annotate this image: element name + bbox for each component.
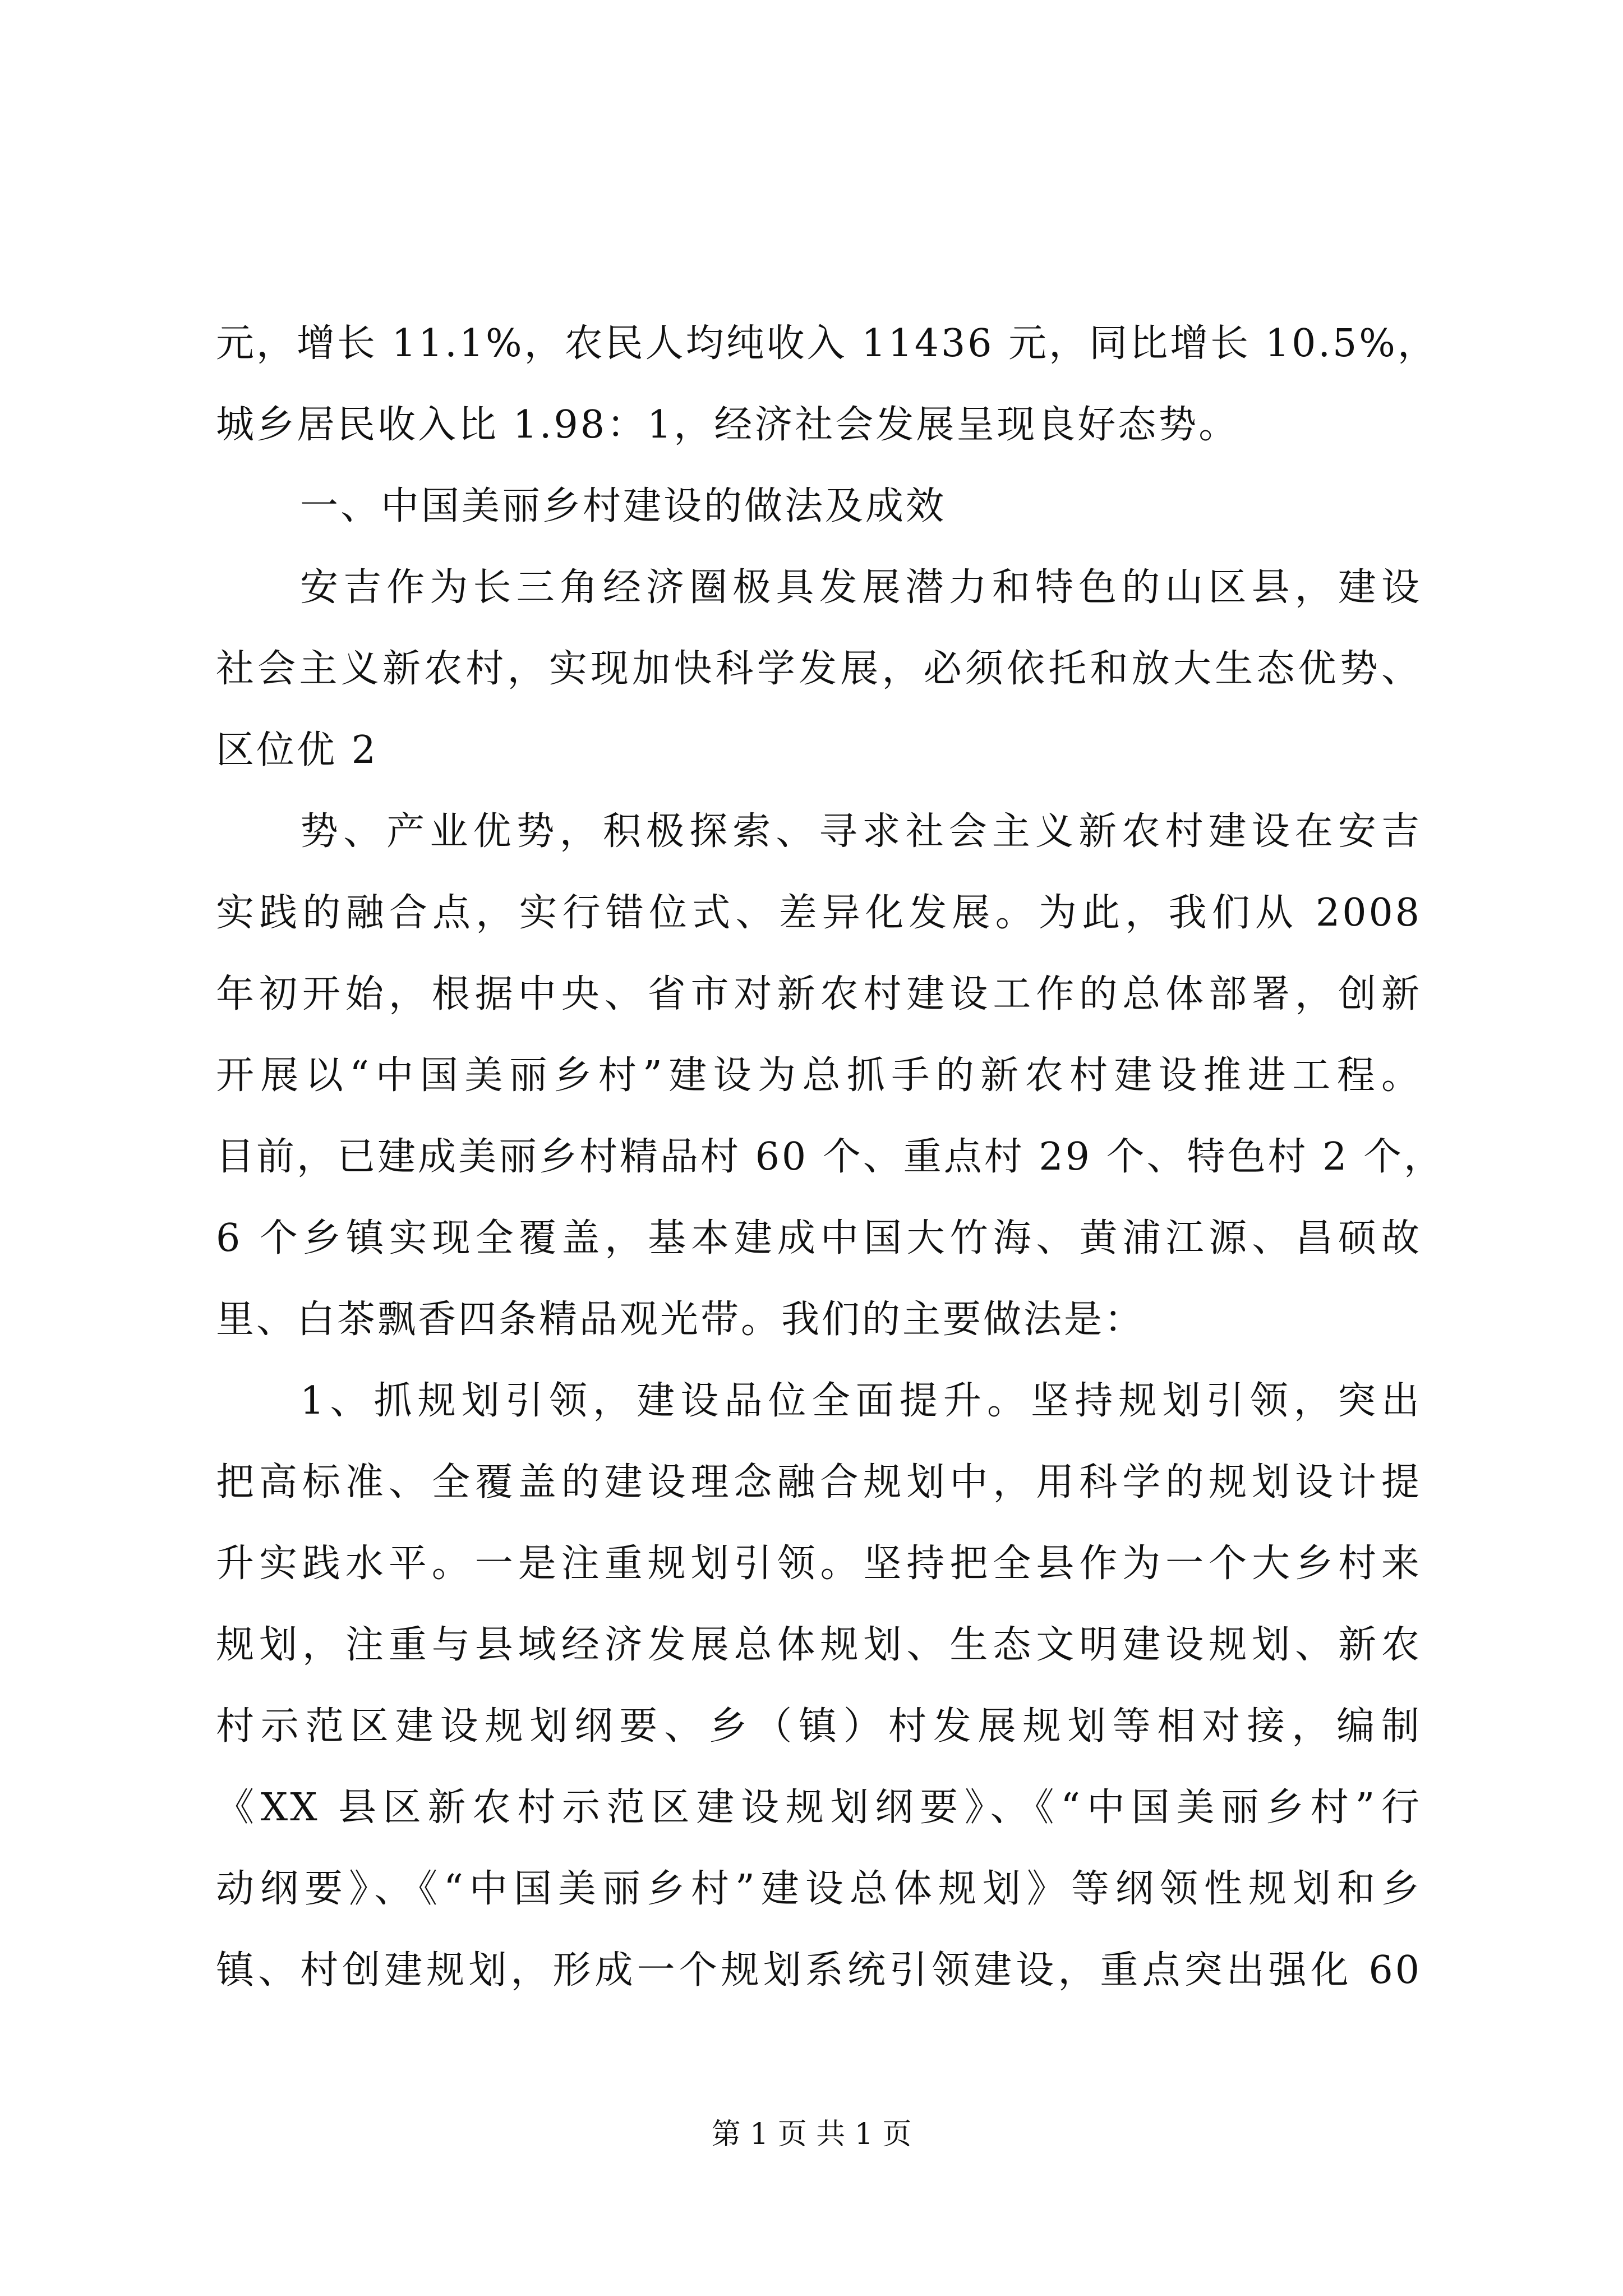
page-footer: 第 1 页 共 1 页 <box>711 2118 912 2151</box>
section-heading: 一、中国美丽乡村建设的做法及成效 <box>300 484 947 528</box>
text-line-17: 规划，注重与县域经济发展总体规划、生态文明建设规划、新农 <box>216 1623 1422 1667</box>
text-line-7: 势、产业优势，积极探索、寻求社会主义新农村建设在安吉 <box>300 809 1422 854</box>
document-body <box>216 303 1445 2011</box>
text-line-21: 镇、村创建规划，形成一个规划系统引领建设，重点突出强化 60 <box>216 1948 1422 1993</box>
text-line-14: 1、抓规划引领，建设品位全面提升。坚持规划引领，突出 <box>300 1379 1422 1423</box>
text-line-8: 实践的融合点，实行错位式、差异化发展。为此，我们从 2008 <box>216 891 1422 935</box>
text-line-11: 目前，已建成美丽乡村精品村 60 个、重点村 29 个、特色村 2 个， <box>216 1135 1445 1179</box>
text-line-16: 升实践水平。一是注重规划引领。坚持把全县作为一个大乡村来 <box>216 1542 1422 1586</box>
text-line-4: 安吉作为长三角经济圈极具发展潜力和特色的山区县，建设 <box>300 565 1422 610</box>
text-line-1: 元，增长 11.1%，农民人均纯收入 11436 元，同比增长 10.5%， <box>216 321 1438 366</box>
text-line-10: 开展以“中国美丽乡村”建设为总抓手的新农村建设推进工程。 <box>216 1053 1422 1098</box>
text-line-20: 动纲要》、《“中国美丽乡村”建设总体规划》等纲领性规划和乡 <box>216 1867 1422 1911</box>
text-line-5: 社会主义新农村，实现加快科学发展，必须依托和放大生态优势、 <box>216 647 1422 691</box>
text-line-9: 年初开始，根据中央、省市对新农村建设工作的总体部署，创新 <box>216 972 1422 1016</box>
text-line-18: 村示范区建设规划纲要、乡（镇）村发展规划等相对接，编制 <box>216 1704 1422 1749</box>
text-line-13: 里、白茶飘香四条精品观光带。我们的主要做法是： <box>216 1297 1145 1342</box>
text-line-6: 区位优 2 <box>216 728 378 772</box>
text-line-12: 6 个乡镇实现全覆盖，基本建成中国大竹海、黄浦江源、昌硕故 <box>216 1216 1422 1260</box>
text-line-2: 城乡居民收入比 1.98：1，经济社会发展呈现良好态势。 <box>216 403 1239 447</box>
text-line-15: 把高标准、全覆盖的建设理念融合规划中，用科学的规划设计提 <box>216 1460 1422 1504</box>
text-line-19: 《XX 县区新农村示范区建设规划纲要》、《“中国美丽乡村”行 <box>216 1786 1422 1830</box>
